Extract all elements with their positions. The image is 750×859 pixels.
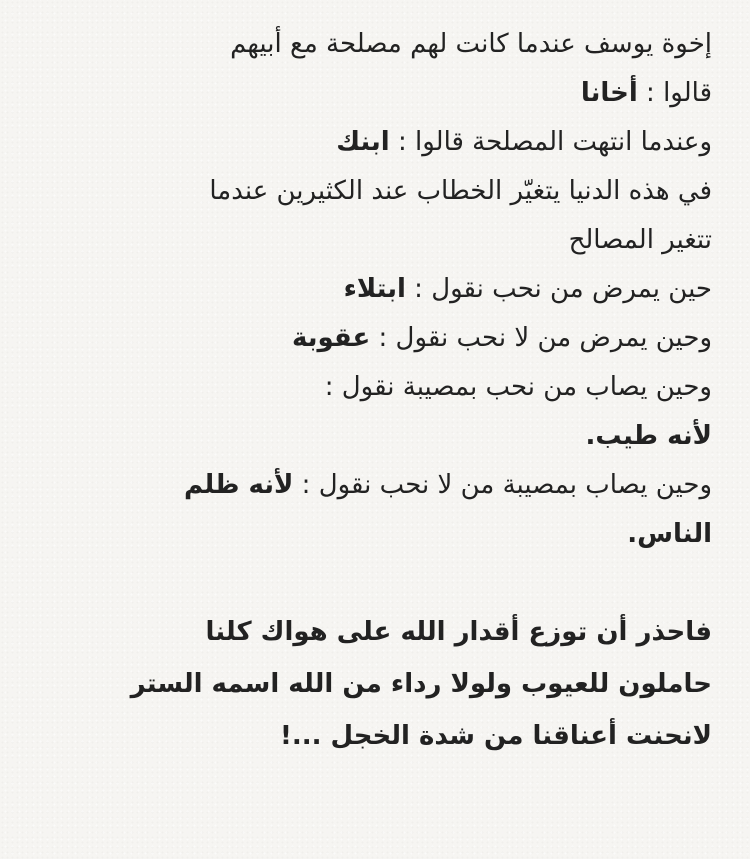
text-line-1 <box>40 20 712 69</box>
text-line-5 <box>40 216 712 265</box>
emphasis-text: لأنه طيب. <box>585 421 712 451</box>
text-line-8 <box>40 363 712 412</box>
line-text: إخوة يوسف عندما كانت لهم مصلحة مع أبيهم <box>230 29 712 59</box>
line-text: وحين يمرض من لا نحب نقول : <box>370 323 712 353</box>
closing-line-2 <box>40 658 712 710</box>
text-line-6 <box>40 265 712 314</box>
text-line-7 <box>40 314 712 363</box>
emphasis-text: لأنه ظلم <box>183 470 294 500</box>
emphasis-text: ابتلاء <box>343 274 406 304</box>
line-text: فاحذر أن توزع أقدار الله على هواك كلنا <box>205 617 712 647</box>
text-line-11 <box>40 510 712 559</box>
emphasis-text: عقوبة <box>291 323 371 353</box>
text-line-3 <box>40 118 712 167</box>
line-text: قالوا : <box>637 78 712 108</box>
line-text: وحين يصاب بمصيبة من لا نحب نقول : <box>293 470 712 500</box>
text-line-4 <box>40 167 712 216</box>
line-text: وحين يصاب من نحب بمصيبة نقول : <box>324 372 712 402</box>
closing-line-1 <box>40 606 712 658</box>
text-line-2 <box>40 69 712 118</box>
emphasis-text: الناس. <box>627 519 712 549</box>
emphasis-text: أخانا <box>580 78 638 108</box>
note-page <box>40 20 712 840</box>
closing-line-3 <box>40 710 712 762</box>
story-paragraph <box>40 20 712 559</box>
paragraph-spacer <box>40 559 712 606</box>
emphasis-text: ابنك <box>336 127 390 157</box>
line-text: لانحنت أعناقنا من شدة الخجل ...! <box>280 721 712 751</box>
text-line-10 <box>40 461 712 510</box>
line-text: وعندما انتهت المصلحة قالوا : <box>389 127 712 157</box>
line-text: في هذه الدنيا يتغيّر الخطاب عند الكثيرين عندما <box>209 176 712 206</box>
line-text: حاملون للعيوب ولولا رداء من الله اسمه الستر <box>130 669 712 699</box>
line-text: حين يمرض من نحب نقول : <box>405 274 712 304</box>
text-line-9 <box>40 412 712 461</box>
line-text: تتغير المصالح <box>568 225 712 255</box>
closing-paragraph <box>40 606 712 762</box>
